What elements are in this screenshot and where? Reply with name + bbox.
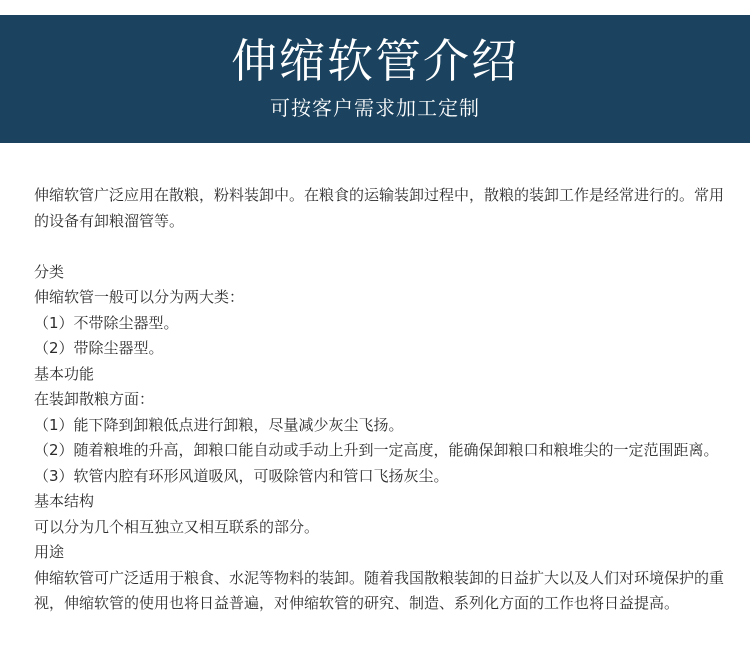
article-body — [34, 183, 724, 617]
page-subtitle: 可按客户需求加工定制 — [270, 96, 480, 120]
function-item: （2）随着粮堆的升高，卸粮口能自动或手动上升到一定高度，能确保卸粮口和粮堆尖的一定范围距离。 — [34, 441, 719, 459]
usage-text: 伸缩软管可广泛适用于粮食、水泥等物料的装卸。随着我国散粮装卸的日益扩大以及人们对环境保护的重视，伸缩软管的使用也将日益普遍，对伸缩软管的研究、制造、系列化方面的工作也将日益提高。 — [34, 568, 725, 612]
top-strip — [0, 0, 750, 15]
header-banner — [0, 15, 750, 143]
functions-lead: 在装卸散粮方面： — [34, 390, 155, 408]
classification-item: （1）不带除尘器型。 — [34, 313, 179, 332]
function-item: （3）软管内腔有环形风道吸风，可吸除管内和管口飞扬灰尘。 — [34, 466, 449, 485]
page-title: 伸缩软管介绍 — [231, 34, 519, 88]
paragraph-spacer — [34, 234, 724, 260]
section-heading-classification: 分类 — [34, 262, 65, 281]
structure-text: 可以分为几个相互独立又相互联系的部分。 — [34, 517, 320, 536]
section-heading-usage: 用途 — [34, 543, 65, 561]
classification-item: （2）带除尘器型。 — [34, 339, 164, 357]
section-heading-functions: 基本功能 — [34, 364, 95, 383]
classification-lead: 伸缩软管一般可以分为两大类： — [34, 288, 245, 306]
section-heading-structure: 基本结构 — [34, 492, 95, 510]
function-item: （1）能下降到卸粮低点进行卸粮，尽量减少灰尘飞扬。 — [34, 415, 404, 434]
intro-paragraph: 伸缩软管广泛应用在散粮，粉料装卸中。在粮食的运输装卸过程中，散粮的装卸工作是经常进行的。常用的设备有卸粮溜管等。 — [34, 186, 725, 230]
